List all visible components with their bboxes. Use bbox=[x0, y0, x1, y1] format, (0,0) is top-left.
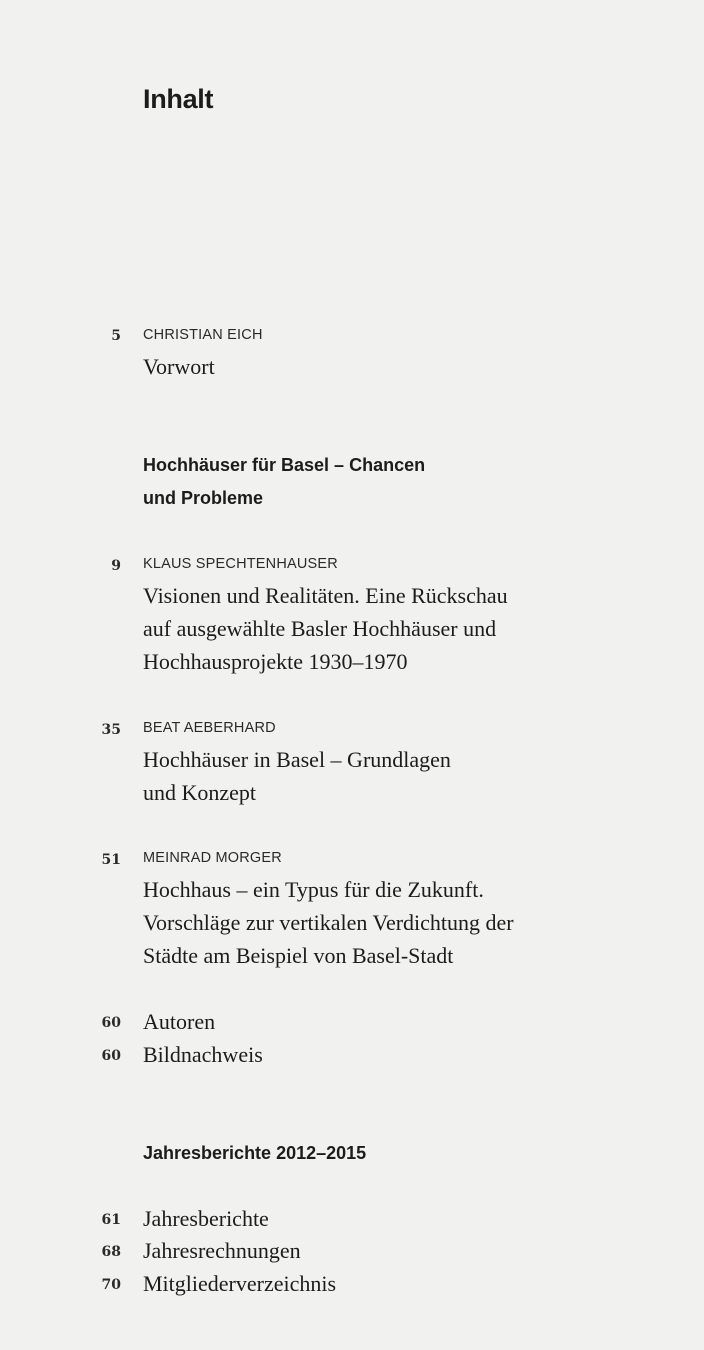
entry-title-line: Autoren bbox=[143, 1009, 216, 1034]
entry-title-line: Hochhausprojekte 1930–1970 bbox=[143, 649, 408, 674]
page-number: 70 bbox=[101, 1277, 121, 1293]
author-name: KLAUS SPECHTENHAUSER bbox=[143, 556, 338, 572]
entry-title bbox=[143, 1038, 263, 1071]
entry-title-line: und Konzept bbox=[143, 780, 257, 805]
page-number: 61 bbox=[101, 1212, 121, 1228]
entry-title bbox=[143, 1005, 215, 1038]
page-title: Inhalt bbox=[143, 84, 214, 114]
page-number: 9 bbox=[111, 558, 121, 574]
page-number: 5 bbox=[111, 328, 121, 344]
author-name: MEINRAD MORGER bbox=[143, 850, 282, 866]
entry-title bbox=[143, 1202, 269, 1235]
section-heading-line: und Probleme bbox=[143, 488, 264, 508]
entry-title-line: Vorwort bbox=[143, 354, 215, 379]
entry-title-line: Visionen und Realitäten. Eine Rückschau bbox=[143, 583, 508, 608]
entry-title-line: Mitgliederverzeichnis bbox=[143, 1271, 337, 1296]
section-heading-line: Hochhäuser für Basel – Chancen bbox=[143, 455, 426, 475]
entry-title-line: Hochhäuser in Basel – Grundlagen bbox=[143, 747, 451, 772]
entry-title-line: Städte am Beispiel von Basel-Stadt bbox=[143, 943, 454, 968]
entry-title bbox=[143, 350, 215, 383]
entry-title bbox=[143, 873, 514, 972]
entry-title-line: Bildnachweis bbox=[143, 1042, 263, 1067]
author-name: CHRISTIAN EICH bbox=[143, 327, 263, 343]
entry-title bbox=[143, 579, 508, 678]
entry-title-line: auf ausgewählte Basler Hochhäuser und bbox=[143, 616, 497, 641]
entry-title bbox=[143, 743, 451, 809]
page-number: 35 bbox=[101, 722, 121, 738]
section-heading bbox=[143, 1137, 366, 1170]
page-number: 51 bbox=[101, 852, 121, 868]
author-name: BEAT AEBERHARD bbox=[143, 720, 276, 736]
section-heading-line: Jahresberichte 2012–2015 bbox=[143, 1143, 367, 1163]
entry-title-line: Hochhaus – ein Typus für die Zukunft. bbox=[143, 877, 484, 902]
page-number: 60 bbox=[101, 1048, 121, 1064]
page-number: 60 bbox=[101, 1015, 121, 1031]
section-heading bbox=[143, 449, 425, 515]
entry-title-line: Jahresrechnungen bbox=[143, 1238, 301, 1263]
entry-title-line: Jahresberichte bbox=[143, 1206, 269, 1231]
entry-title-line: Vorschläge zur vertikalen Verdichtung der bbox=[143, 910, 514, 935]
page-number: 68 bbox=[101, 1244, 121, 1260]
entry-title bbox=[143, 1234, 301, 1267]
entry-title bbox=[143, 1267, 336, 1300]
